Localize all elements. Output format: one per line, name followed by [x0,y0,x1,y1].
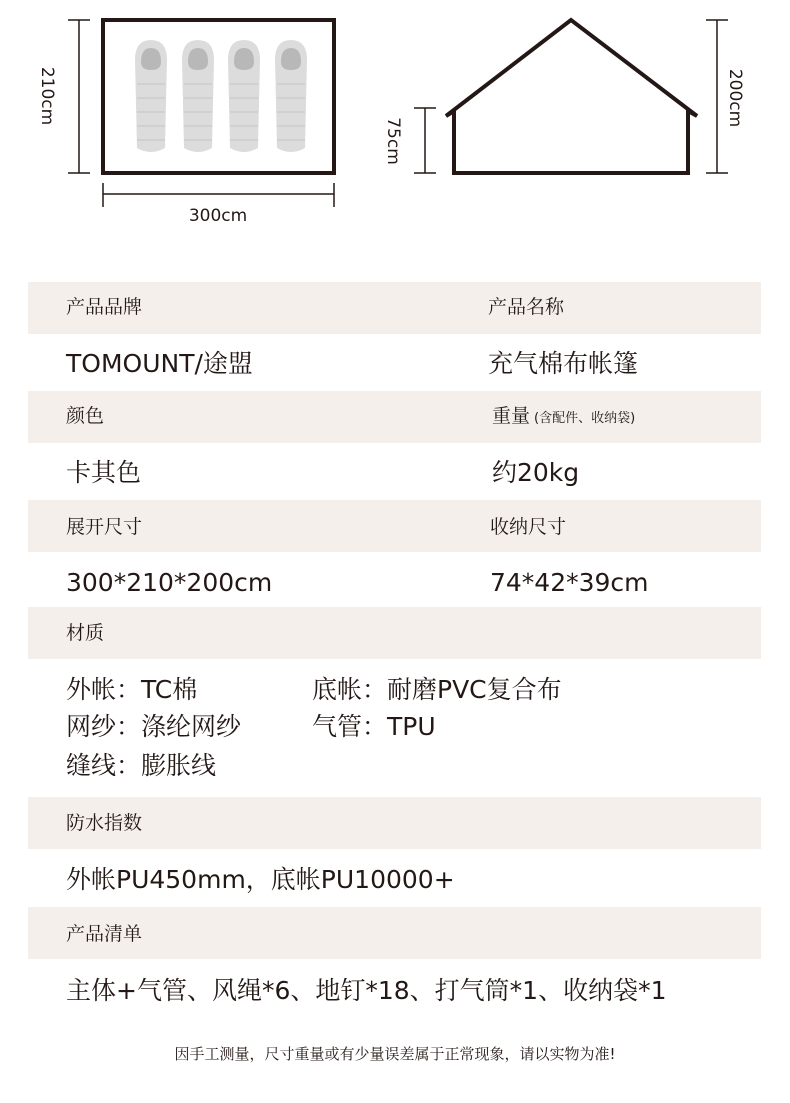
material-header-band [28,607,761,659]
material-thread: 缝线：膨胀线 [66,751,217,780]
width-dimension-line [103,183,334,207]
height-dimension-line [706,20,728,173]
sleeping-bags [135,40,307,152]
product-list-label: 产品清单 [66,923,143,945]
wall-dimension-line [414,108,436,173]
tent-profile-outline [446,20,697,173]
pack-size-value: 74*42*39cm [490,568,649,597]
weight-label-group [492,407,635,426]
measurement-disclaimer: 因手工测量，尺寸重量或有少量误差属于正常现象，请以实物为准! [174,1045,616,1063]
tent-dimension-diagram [0,0,790,250]
material-mesh: 网纱：涤纶网纱 [66,712,242,741]
brand-value: TOMOUNT/途盟 [66,349,253,378]
color-weight-header-band [28,391,761,443]
weight-value: 约20kg [492,458,580,487]
material-floor: 底帐：耐磨PVC复合布 [312,675,562,704]
weight-label: 重量 [492,405,531,427]
color-label: 颜色 [66,405,105,427]
depth-label: 210cm [37,66,57,126]
pack-size-label: 收纳尺寸 [490,516,567,538]
floor-plan [37,20,334,226]
width-label: 300cm [188,206,248,226]
material-tube: 气管：TPU [312,712,436,741]
wall-height-label: 75cm [383,117,403,165]
open-size-label: 展开尺寸 [66,516,143,538]
color-value: 卡其色 [66,458,142,487]
sleeping-bag-icon [182,40,214,152]
depth-dimension-line [68,20,90,173]
product-list-value: 主体+气管、风绳*6、地钉*18、打气筒*1、收纳袋*1 [66,976,667,1005]
open-size-value: 300*210*200cm [66,568,273,597]
waterproof-value: 外帐PU450mm，底帐PU10000+ [66,865,455,894]
weight-note: (含配件、收纳袋) [534,411,636,426]
sleeping-bag-icon [228,40,260,152]
material-outer: 外帐：TC棉 [66,675,198,704]
product-name-value: 充气棉布帐篷 [488,349,639,378]
waterproof-label: 防水指数 [66,812,143,834]
side-elevation [383,20,745,173]
sleeping-bag-icon [275,40,307,152]
sleeping-bag-icon [135,40,167,152]
material-label: 材质 [66,622,105,644]
product-name-label: 产品名称 [488,296,565,318]
brand-label: 产品品牌 [66,296,143,318]
height-label: 200cm [725,68,745,128]
